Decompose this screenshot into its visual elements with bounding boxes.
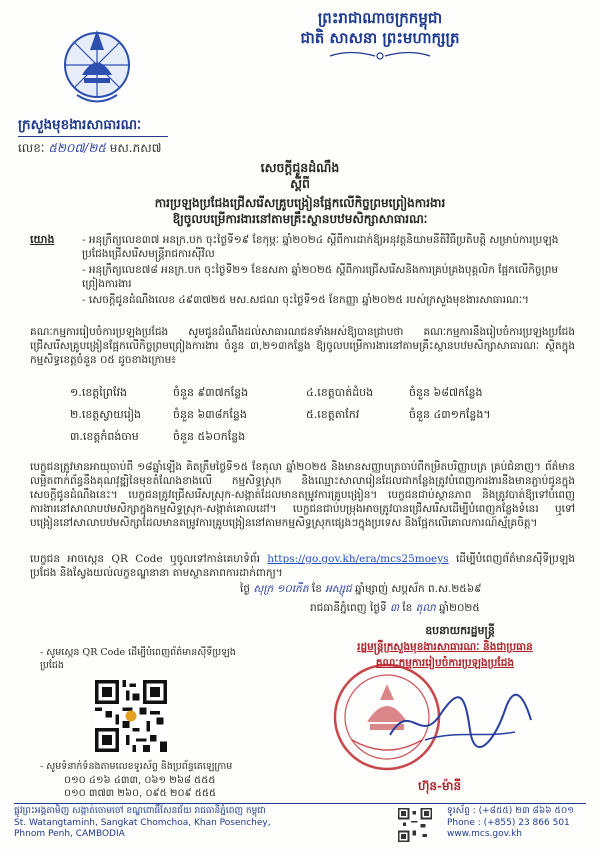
address-line-1: St. Watangtaminh, Sangkat Chomchoa, Khan Posenchey, bbox=[14, 817, 271, 828]
region-name bbox=[306, 427, 409, 449]
address-khmer: ផ្លូវព្រះអង្គតាមិញ សង្កាត់ចោមចៅ ខណ្ឌពោធិ៍សែនជ័យ រាជធានីភ្នំពេញ កម្ពុជា bbox=[14, 806, 266, 816]
kingdom-line-2: ជាតិ សាសនា ព្រះមហាក្សត្រ bbox=[300, 29, 460, 47]
regions-table bbox=[70, 383, 499, 449]
document-subject bbox=[0, 195, 600, 227]
region-name: ២.ខេត្តស្វាយរៀង bbox=[70, 408, 141, 421]
registration-link[interactable]: https://go.gov.kh/era/mcs25moeys bbox=[267, 553, 449, 565]
table-row bbox=[70, 427, 499, 449]
contact-phones bbox=[64, 774, 216, 800]
eligibility-paragraph: បេក្ខជនត្រូវមានអាយុចាប់ពី ១៨ឆ្នាំឡើង គិតត្រឹមថ្ងៃទី១៥ ខែតុលា ឆ្នាំ២០២៥ និងមានសញ្ញាបត្រចាប់ពីកម្រិតបរិញ្ញាបត្រ គ្រប់ជំនាញ។ ព័ត៌មានលម្អិតពាក់ព័ន្ធនឹងគុណវុឌ្ឍិនៃមុខតំណែងខាងលើ កម្មសិទ្ធស្រុក និងឈ្មោះសាលារៀនដែលជាកន្លែងត្រូវបំពេញការងារនឹងមានភ្ជាប់ជូនក្នុងសេចក្តីជូនដំណឹងនេះ។ បេក្ខជនត្រូវជ្រើសរើសស្រុក-សង្កាត់ដែលមានតម្រូវការគ្រូបង្រៀន។ បេក្ខជនជាប់ស្ថានភាព និងត្រូវបាត់ឱ្យទៅបំពេញការងារនៅសាលាបឋមសិក្សាក្នុងកម្មសិទ្ធស្រុក-សង្កាត់គោលដៅ។ បេក្ខជនជាប់បម្រុងអាចត្រូវបានជ្រើសរើសដើម្បីបំពេញកន្លែងទំនេរ ឬទៅបង្រៀននៅសាលាបឋមសិក្សាដែលមានតម្រូវការគ្រូបង្រៀននៅតាមកម្មសិទ្ធស្រុកផ្សេងៗក្នុងប្រទេស និងផ្អែកលើគោលការណ៍ស្ម័គ្រចិត្ត។ bbox=[30, 461, 575, 529]
region-name: ១.ខេត្តព្រៃវែង bbox=[70, 386, 127, 399]
ref-prefix: លេខៈ bbox=[18, 141, 45, 155]
region-name: ៥.ខេត្តតាកែវ bbox=[306, 408, 360, 421]
references-label: យោង bbox=[30, 233, 55, 246]
reference-item: - អនុក្រឹត្យលេខ៣៧ អនក្រ.បក ចុះថ្ងៃទី១៩ ខែកុម្ភៈ ឆ្នាំ២០២៤ ស្តីពីការដាក់ឱ្យអនុវត្តនិយាមនីតិវិធីប្រតិបត្តិ សម្រាប់ការប្រឡងប្រជែងជ្រើសរើសមន្ត្រីរាជការស៊ីវិល bbox=[82, 234, 559, 260]
registration-text-before: បេក្ខជន អាចស្កេន QR Code ឬចូលទៅកាន់គេហទំព័រ bbox=[30, 553, 268, 565]
region-count: ចំនួន ៤៣១កន្លែង។ bbox=[409, 408, 491, 421]
region-count: ចំនួន ៥៦០កន្លែង bbox=[173, 430, 246, 443]
handwritten-signature-icon bbox=[385, 690, 535, 750]
ornament-divider-icon bbox=[320, 49, 440, 63]
lunar-date bbox=[240, 583, 580, 598]
ref-suffix: មស.ភស៧ bbox=[109, 141, 162, 155]
footer-contact bbox=[447, 806, 574, 841]
lunar-prefix: ថ្ងៃ bbox=[240, 583, 250, 595]
footer-phone-khmer: ទូរស័ព្ទ : (+៨៥៥) ២៣ ៨៦៦ ៥០១ bbox=[447, 806, 575, 816]
signer-name: ហ៊ុន-ម៉ានី bbox=[418, 779, 462, 793]
region-count bbox=[409, 427, 499, 449]
references-section bbox=[30, 233, 575, 309]
region-name: ៣.ខេត្តកំពង់ចាម bbox=[70, 430, 139, 443]
lunar-suffix: ឆ្នាំម្សាញ់ សប្តស័ក ព.ស.២៥៦៩ bbox=[355, 583, 482, 595]
document-title bbox=[0, 160, 600, 192]
region-name: ៤.ខេត្តបាត់ដំបង bbox=[306, 386, 374, 399]
solar-prefix: រាជធានីភ្នំពេញ ថ្ងៃទី bbox=[310, 602, 387, 614]
qr-code-icon[interactable] bbox=[95, 680, 167, 752]
region-count: ចំនួន ៦៨៧កន្លែង bbox=[409, 386, 483, 399]
table-row bbox=[70, 383, 499, 405]
reference-item: - សេចក្តីជូនដំណឹងលេខ ៤៩៣៧២៥ មស.សជណ ចុះថ្ងៃទី១៥ ខែកញ្ញា ឆ្នាំ២០២៥ របស់ក្រសួងមុខងារសាធារណៈ។ bbox=[82, 294, 529, 306]
ref-number: ៥២០៧/២៥ bbox=[48, 141, 106, 155]
subject-line-2: ឱ្យចូលបម្រើការងារនៅតាមគ្រឹះស្ថានបឋមសិក្សាសាធារណៈ bbox=[172, 212, 428, 226]
footer-website[interactable]: www.mcs.gov.kh bbox=[447, 829, 523, 839]
references-list bbox=[82, 233, 575, 307]
region-count: ចំនួន ៩៣៧កន្លែង bbox=[173, 386, 249, 399]
subject-line-1: ការប្រឡងប្រជែងជ្រើសរើសគ្រូបង្រៀនផ្អែកលើកិច្ចព្រមព្រៀងការងារ bbox=[154, 196, 446, 210]
solar-date bbox=[310, 602, 480, 617]
lunar-day: សុក្រ ១០កើត bbox=[253, 583, 309, 595]
lunar-month: អស្សុជ bbox=[325, 583, 352, 595]
solar-day: ៣ bbox=[390, 602, 399, 614]
solar-year: ឆ្នាំ២០២៥ bbox=[439, 602, 480, 614]
phone-line: ០១០ ៣៧៣ ២៦០, ០៩៥ ២០៩ ៥៥៥ bbox=[64, 788, 217, 799]
phone-line: ០១០ ៤១៦ ៤៣៣, ០៦១ ២៦៨ ៥៥៥ bbox=[64, 775, 216, 786]
title-line-2: ស្តីពី bbox=[290, 176, 310, 191]
qr-note: - សូមស្កេន QR Code ដើម្បីបំពេញព័ត៌មានស៊ីទីប្រឡងប្រជែង bbox=[40, 647, 236, 671]
ministry-emblem-icon bbox=[62, 20, 132, 110]
table-row bbox=[70, 405, 499, 427]
intro-paragraph: គណៈកម្មការរៀបចំការប្រឡងប្រជែង សូមជូនដំណឹងដល់សាធារណជនទាំងអស់ឱ្យបានជ្រាបថា គណៈកម្មការនឹងរៀបចំការប្រឡងប្រជែងជ្រើសរើសគ្រូបង្រៀនផ្អែកលើកិច្ចព្រមព្រៀងការងារ ចំនួន ៣,២១៣កន្លែង ឱ្យចូលបម្រើការងារនៅតាមគ្រឹះស្ថានបឋមសិក្សាសាធារណៈ ស្ថិតក្នុងកម្មសិទ្ធខេត្តចំនួន ០៥ ដូចខាងក្រោម៖ bbox=[30, 326, 575, 366]
footer-divider bbox=[14, 803, 586, 804]
contact-note: - សូមទំនាក់ទំនងតាមលេខទូរស័ព្ទ និងប្រព័ន្ធតេឡេក្រាម bbox=[40, 761, 233, 772]
reference-number bbox=[18, 140, 161, 158]
signatory-on-behalf: ឧបនាយករដ្ឋមន្ត្រី bbox=[425, 624, 495, 637]
address-line-2: Phnom Penh, CAMBODIA bbox=[14, 829, 125, 839]
signatory-title-1: រដ្ឋមន្ត្រីក្រសួងមុខងារសាធារណៈ និងជាប្រធាន bbox=[357, 641, 533, 653]
registration-paragraph bbox=[30, 552, 575, 580]
lunar-mid: ខែ bbox=[311, 583, 322, 595]
footer-phone: Phone : (+855) 23 866 501 bbox=[447, 817, 570, 828]
solar-mid: ខែ bbox=[402, 602, 413, 614]
kingdom-line-1: ព្រះរាជាណាចក្រកម្ពុជា bbox=[317, 9, 443, 27]
footer-qr-code-icon[interactable] bbox=[398, 808, 432, 842]
registration-text-after: ដើម្បីបំពេញព័ត៌មានស៊ីទីប្រឡងប្រជែង និងស្វែងយល់លក្ខខណ្ឌនានា តាមស្ថានភាពការដាក់ពាក្យ។ bbox=[30, 553, 575, 579]
region-count: ចំនួន ៦៣៨កន្លែង bbox=[173, 408, 247, 421]
footer-address bbox=[14, 806, 271, 841]
ministry-underline bbox=[18, 136, 168, 137]
signatory-title-2: គណៈកម្មការរៀបចំការប្រឡងប្រជែង bbox=[375, 657, 515, 669]
solar-month: តុលា bbox=[415, 602, 436, 614]
title-line-1: សេចក្តីជូនដំណឹង bbox=[260, 160, 340, 175]
ministry-name: ក្រសួងមុខងារសាធារណៈ bbox=[18, 117, 142, 133]
kingdom-header bbox=[180, 8, 580, 68]
reference-item: - អនុក្រឹត្យលេខ៧៨ អនក្រ.បក ចុះថ្ងៃទី២១ ខែឧសភា ឆ្នាំ២០២៥ ស្តីពីការជ្រើសរើសនិងការគ្រប់គ្រងបុគ្គលិក ផ្អែកលើកិច្ចព្រមព្រៀងការងារ bbox=[82, 264, 559, 290]
